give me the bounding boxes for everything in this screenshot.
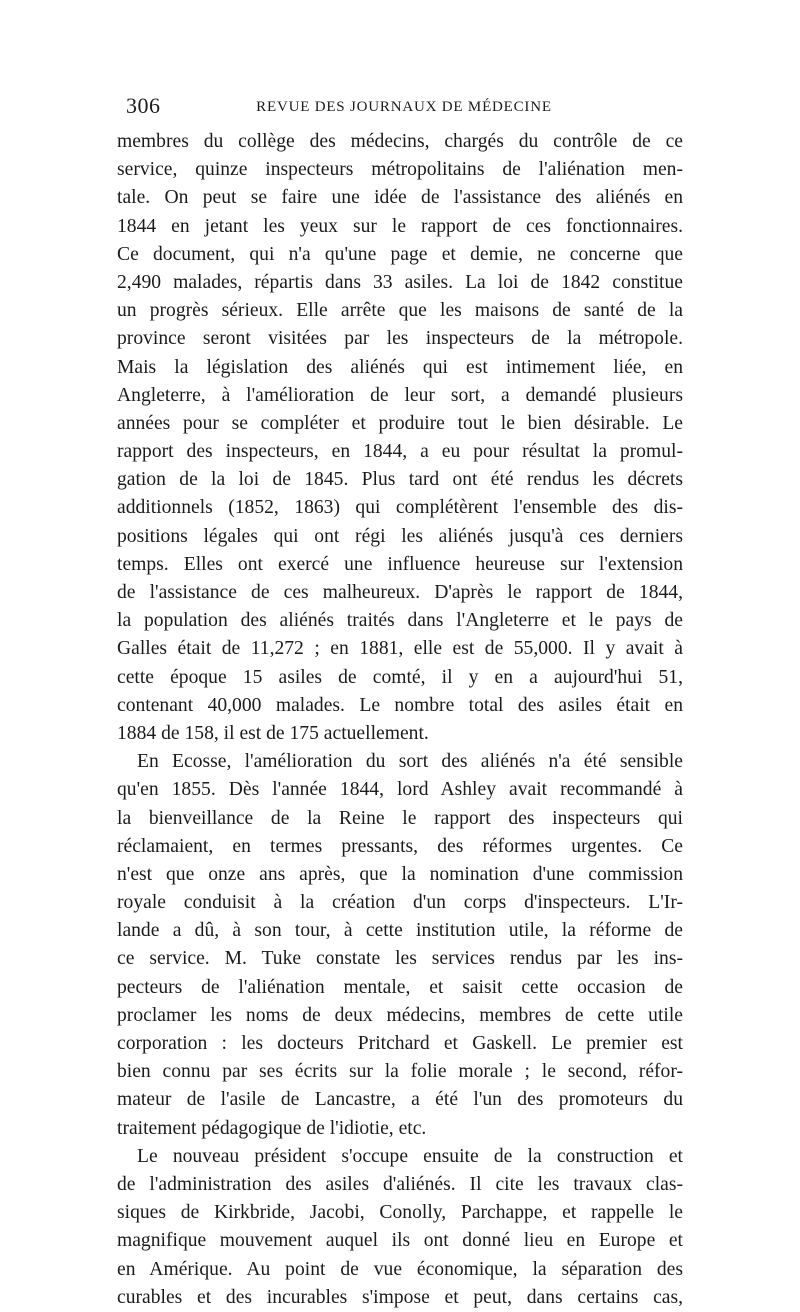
text-line: service, quinze inspecteurs métropolitains de l'aliénation men- xyxy=(117,159,683,181)
text-line: de l'assistance de ces malheureux. D'après le rapport de 1844, xyxy=(117,582,683,603)
text-line: siques de Kirkbride, Jacobi, Conolly, Parchappe, et rappelle le xyxy=(117,1202,683,1224)
text-line: 1884 de 158, il est de 175 actuellement. xyxy=(117,722,429,744)
text-line: additionnels (1852, 1863) qui complétèrent l'ensemble des dis- xyxy=(117,497,683,519)
running-head xyxy=(126,93,682,119)
text-line: années pour se compléter et produire tout le bien désirable. Le xyxy=(117,412,683,434)
text-line: 1844 en jetant les yeux sur le rapport de ces fonctionnaires. xyxy=(117,215,683,237)
text-line: pecteurs de l'aliénation mentale, et saisit cette occasion de xyxy=(117,976,683,998)
text-line: Angleterre, à l'amélioration de leur sort, a demandé plusieurs xyxy=(117,384,683,406)
text-line: magnifique mouvement auquel ils ont donné lieu en Europe et xyxy=(117,1230,683,1252)
text-line: Mais la législation des aliénés qui est intimement liée, en xyxy=(117,356,683,378)
text-line: gation de la loi de 1845. Plus tard ont été rendus les décrets xyxy=(117,469,683,491)
text-line: la bienveillance de la Reine le rapport des inspecteurs qui xyxy=(117,807,683,829)
text-line: Le nouveau président s'occupe ensuite de la construction et xyxy=(137,1145,683,1167)
text-line: bien connu par ses écrits sur la folie morale ; le second, réfor- xyxy=(117,1061,683,1083)
text-line: en Amérique. Au point de vue économique, la séparation des xyxy=(117,1258,683,1280)
text-line: contenant 40,000 malades. Le nombre total des asiles était en xyxy=(117,694,683,716)
text-line: curables et des incurables s'impose et peut, dans certains cas, xyxy=(117,1286,683,1308)
text-line: proclamer les noms de deux médecins, membres de cette utile xyxy=(117,1004,683,1026)
body-text xyxy=(117,128,683,1312)
text-line: un progrès sérieux. Elle arrête que les maisons de santé de la xyxy=(117,300,683,322)
text-line: réclamaient, en termes pressants, des réformes urgentes. Ce xyxy=(117,835,683,857)
text-line: n'est que onze ans après, que la nomination d'une commission xyxy=(117,863,683,885)
page-number: 306 xyxy=(126,93,161,118)
text-line: corporation : les docteurs Pritchard et Gaskell. Le premier est xyxy=(117,1033,683,1054)
text-line: province seront visitées par les inspecteurs de la métropole. xyxy=(117,328,683,350)
text-line: qu'en 1855. Dès l'année 1844, lord Ashley avait recommandé à xyxy=(117,779,683,801)
text-line: la population des aliénés traités dans l'Angleterre et le pays de xyxy=(117,610,683,632)
text-line: En Ecosse, l'amélioration du sort des aliénés n'a été sensible xyxy=(137,751,683,773)
text-line: tale. On peut se faire une idée de l'assistance des aliénés en xyxy=(117,187,683,209)
running-title: REVUE DES JOURNAUX DE MÉDECINE xyxy=(256,99,552,115)
text-line: lande a dû, à son tour, à cette institution utile, la réforme de xyxy=(117,920,683,942)
text-line: temps. Elles ont exercé une influence heureuse sur l'extension xyxy=(117,553,683,575)
text-line: traitement pédagogique de l'idiotie, etc. xyxy=(117,1117,427,1139)
text-line: 2,490 malades, répartis dans 33 asiles. La loi de 1842 constitue xyxy=(117,271,683,293)
text-line: rapport des inspecteurs, en 1844, a eu pour résultat la promul- xyxy=(117,441,683,463)
text-line: royale conduisit à la création d'un corps d'inspecteurs. L'Ir- xyxy=(117,892,683,914)
text-line: positions légales qui ont régi les aliénés jusqu'à ces derniers xyxy=(117,525,683,547)
text-line: Galles était de 11,272 ; en 1881, elle est de 55,000. Il y avait à xyxy=(117,638,683,660)
text-line: mateur de l'asile de Lancastre, a été l'un des promoteurs du xyxy=(117,1089,683,1111)
text-line: de l'administration des asiles d'aliénés. Il cite les travaux clas- xyxy=(117,1173,683,1195)
text-line: ce service. M. Tuke constate les services rendus par les ins- xyxy=(117,948,683,970)
text-line: membres du collège des médecins, chargés du contrôle de ce xyxy=(117,131,683,152)
text-line: cette époque 15 asiles de comté, il y en a aujourd'hui 51, xyxy=(117,666,683,688)
text-line: Ce document, qui n'a qu'une page et demie, ne concerne que xyxy=(117,243,683,265)
